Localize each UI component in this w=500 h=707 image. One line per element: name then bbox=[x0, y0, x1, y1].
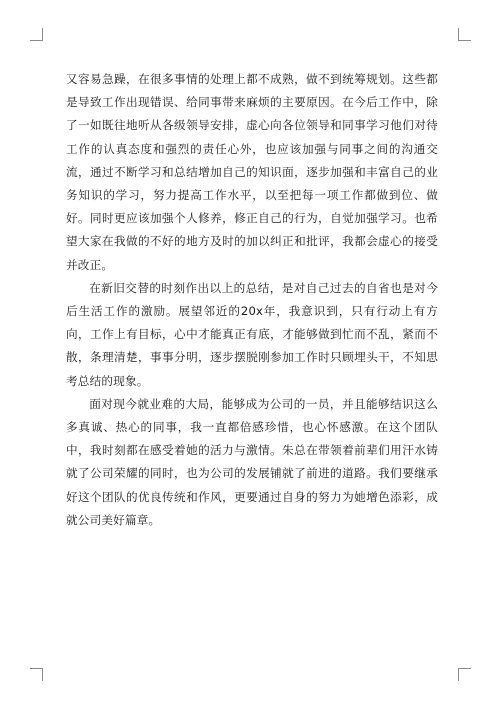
crop-mark-top-left bbox=[30, 28, 43, 41]
paragraph-team: 面对现今就业难的大局，能够成为公司的一员，并且能够结识这么多真诚、热心的同事，我一直都倍感珍惜，也心怀感激。在这个团队中，我时刻都在感受着她的活力与激情。朱总在带领着前辈们用汗水铸就了公司荣耀的同时，也为公司的发展铺就了前进的道路。我们要继承好这个团队的优良传统和作风，更要通过自身的努力为她增色添彩，成就公司美好篇章。 bbox=[66, 396, 438, 527]
document-body bbox=[66, 68, 438, 532]
paragraph-continued: 又容易急躁，在很多事情的处理上都不成熟，做不到统筹规划。这些都是导致工作出现错误、给同事带来麻烦的主要原因。在今后工作中，除了一如既往地听从各级领导安排，虚心向各位领导和同事学习他们对待工作的认真态度和强烈的责任心外，也应该加强与同事之间的沟通交流，通过不断学习和总结增加自己的知识面，逐步加强和丰富自己的业务知识的学习，努力提高工作水平，以至把每一项工作都做到位、做好。同时更应该加强个人修养，修正自己的行为，自觉加强学习。也希望大家在我做的不好的地方及时的加以纠正和批评，我都会虚心的接受并改正。 bbox=[66, 72, 438, 272]
crop-mark-top-right bbox=[458, 28, 471, 41]
paragraph-summary: 在新旧交替的时刻作出以上的总结，是对自己过去的自省也是对今后生活工作的激励。展望邻近的20x年，我意识到，只有行动上有方向，工作上有目标，心中才能真正有底，才能够做到忙而不乱，紧而不散，条理清楚，事事分明，逐步摆脱刚参加工作时只顾埋头干，不知思考总结的现象。 bbox=[66, 280, 438, 388]
crop-mark-bottom-left bbox=[30, 668, 43, 681]
crop-mark-bottom-right bbox=[458, 668, 471, 681]
